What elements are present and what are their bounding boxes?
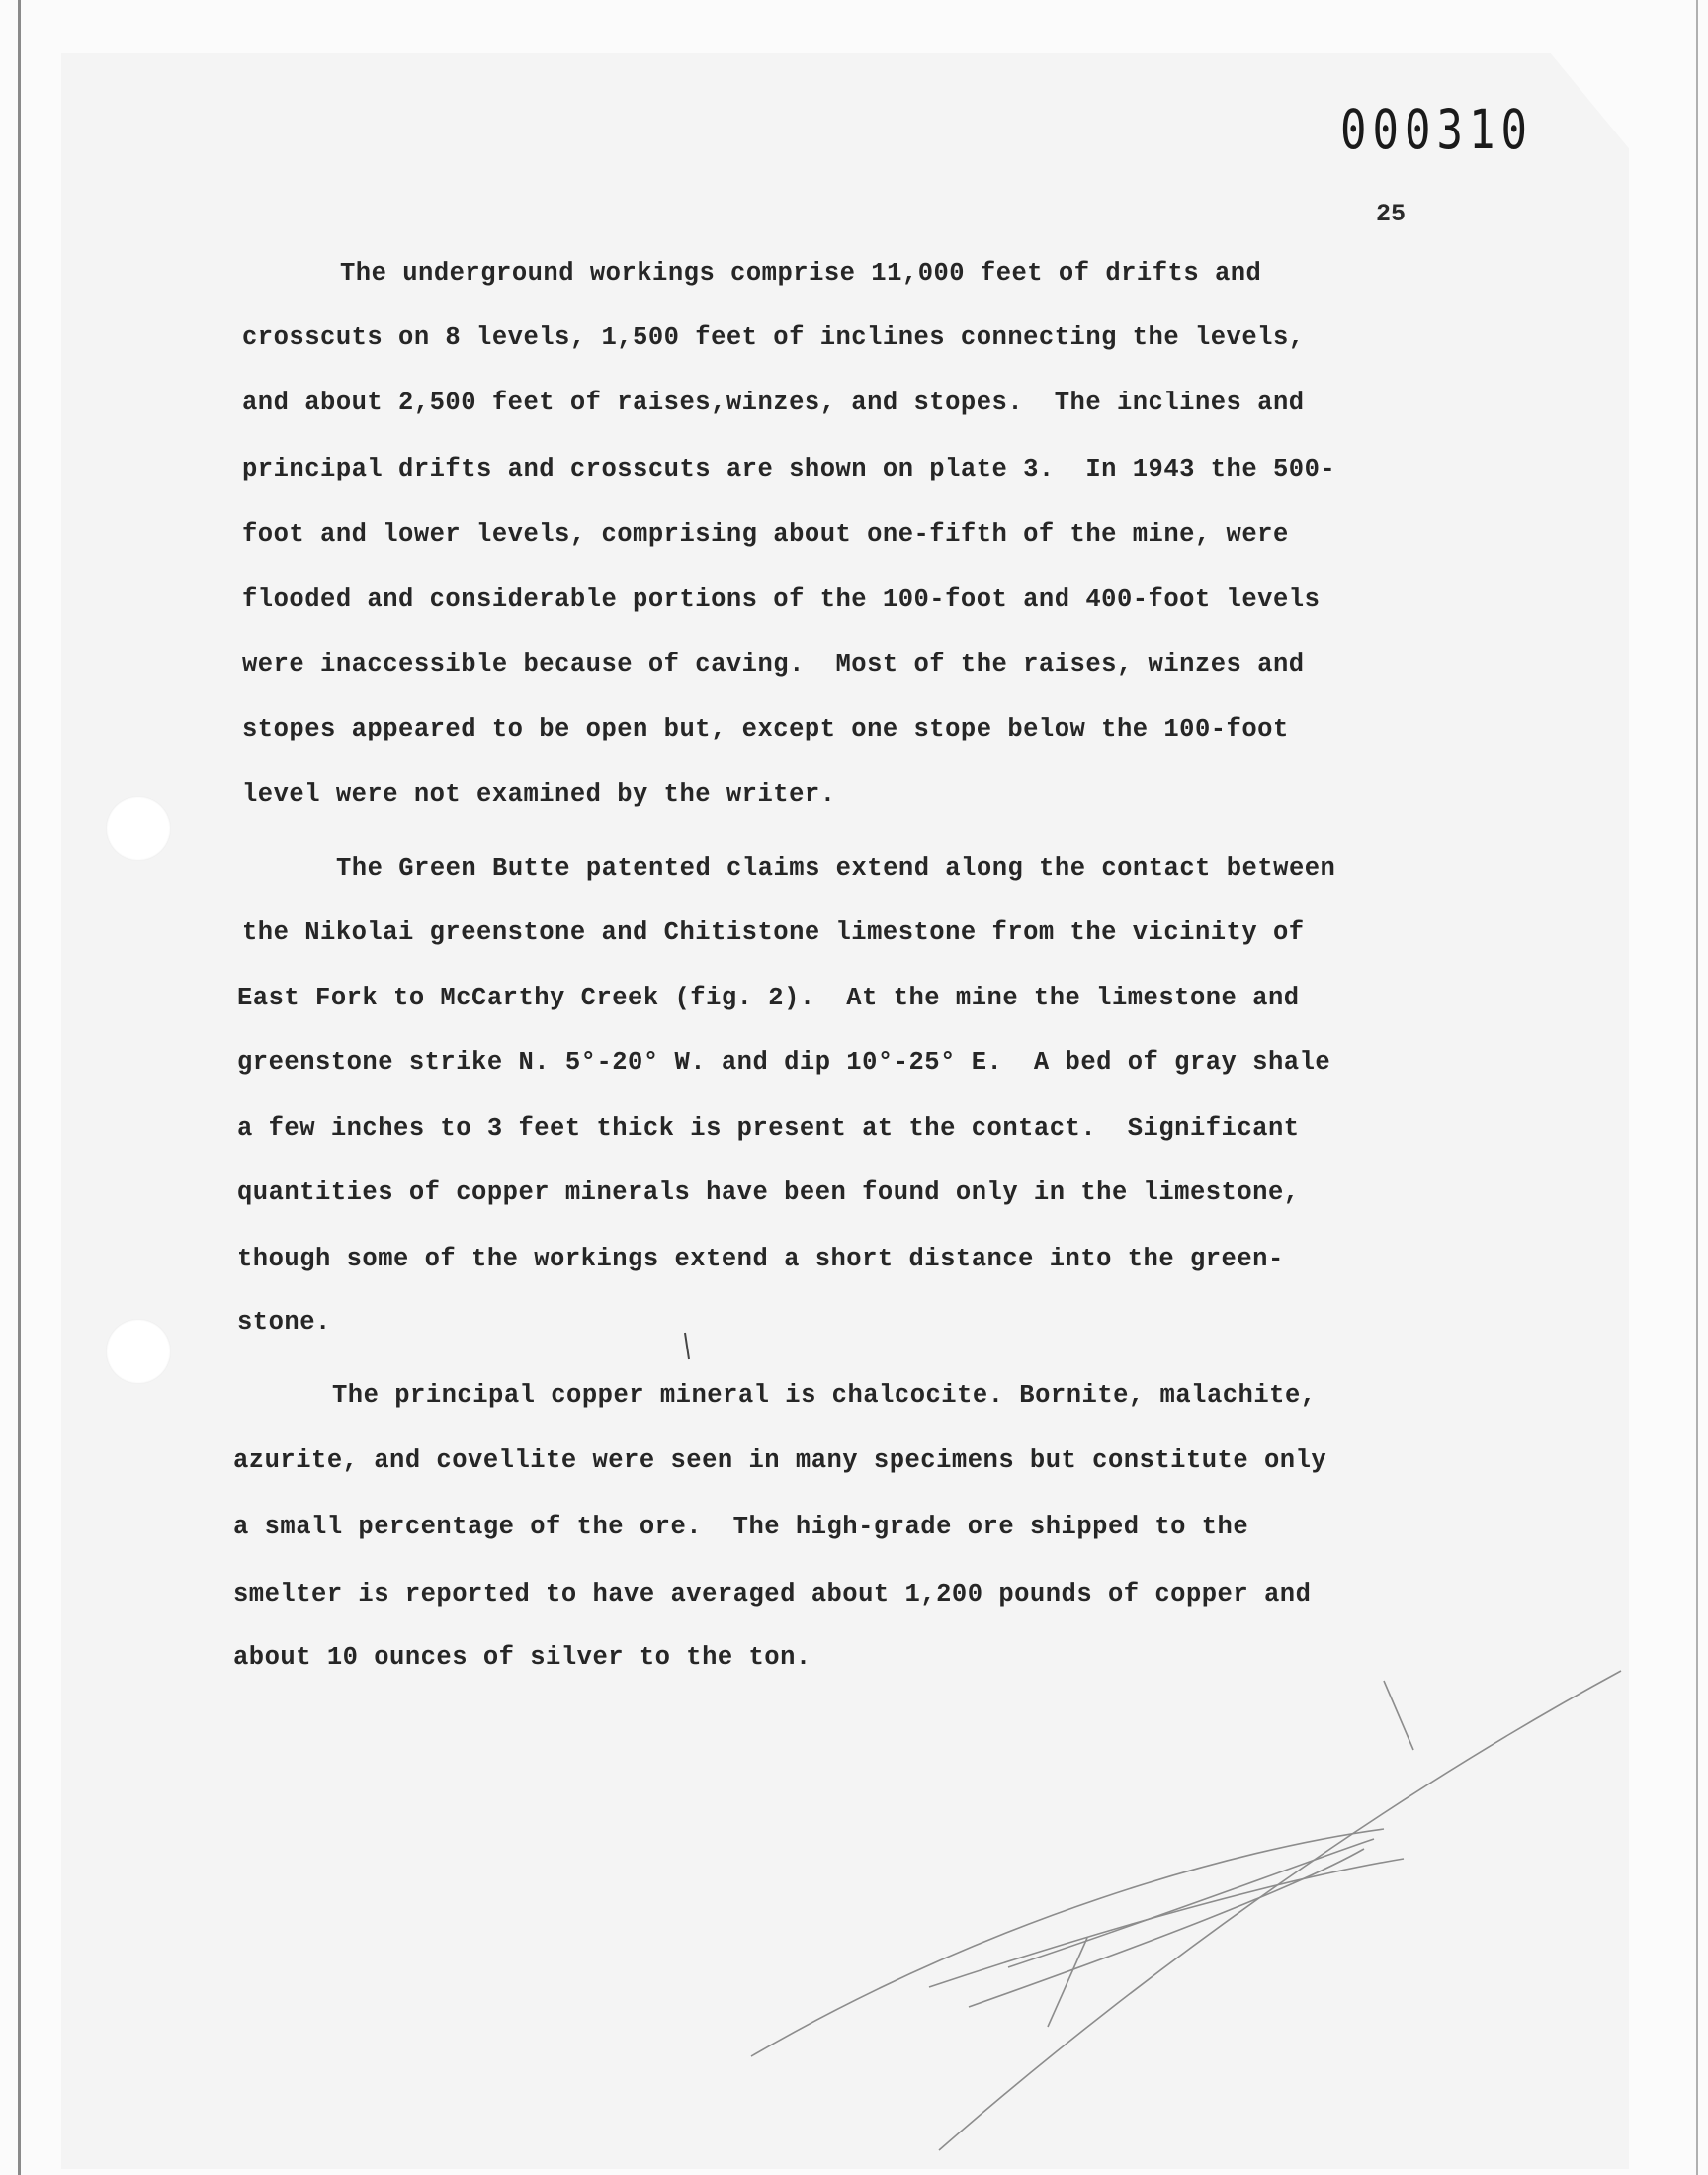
text-line: stone. bbox=[237, 1308, 331, 1337]
text-line: greenstone strike N. 5°-20° W. and dip 10°-25° E. A bed of gray shale bbox=[237, 1048, 1331, 1077]
text-line: level were not examined by the writer. bbox=[242, 780, 836, 809]
document-stamp-number: 000310 bbox=[1340, 99, 1533, 162]
text-line: smelter is reported to have averaged about 1,200 pounds of copper and bbox=[233, 1580, 1312, 1609]
punch-hole-lower bbox=[106, 1319, 171, 1384]
text-line: principal drifts and crosscuts are shown on plate 3. In 1943 the 500- bbox=[242, 455, 1336, 483]
text-line: azurite, and covellite were seen in many specimens but constitute only bbox=[233, 1446, 1327, 1475]
punch-hole-upper bbox=[106, 796, 171, 861]
text-line: stopes appeared to be open but, except one stope below the 100-foot bbox=[242, 715, 1289, 743]
text-line: The principal copper mineral is chalcocite. Bornite, malachite, bbox=[332, 1381, 1317, 1410]
text-line: the Nikolai greenstone and Chitistone limestone from the vicinity of bbox=[242, 918, 1305, 947]
text-line: a small percentage of the ore. The high-grade ore shipped to the bbox=[233, 1513, 1249, 1541]
text-line: flooded and considerable portions of the 100-foot and 400-foot levels bbox=[242, 585, 1321, 614]
text-line: East Fork to McCarthy Creek (fig. 2). At the mine the limestone and bbox=[237, 984, 1300, 1012]
text-line: though some of the workings extend a short distance into the green- bbox=[237, 1245, 1284, 1273]
text-line: a few inches to 3 feet thick is present at the contact. Significant bbox=[237, 1114, 1300, 1143]
text-line: were inaccessible because of caving. Most of the raises, winzes and bbox=[242, 651, 1305, 679]
page-number: 25 bbox=[1376, 200, 1407, 228]
text-line: crosscuts on 8 levels, 1,500 feet of inclines connecting the levels, bbox=[242, 323, 1305, 352]
text-line: about 10 ounces of silver to the ton. bbox=[233, 1643, 811, 1672]
text-line: quantities of copper minerals have been found only in the limestone, bbox=[237, 1178, 1300, 1207]
text-line: and about 2,500 feet of raises,winzes, and stopes. The inclines and bbox=[242, 389, 1305, 417]
document-page bbox=[61, 53, 1629, 2169]
text-line: The Green Butte patented claims extend along the contact between bbox=[336, 854, 1336, 883]
text-line: The underground workings comprise 11,000 feet of drifts and bbox=[340, 259, 1262, 288]
text-line: foot and lower levels, comprising about one-fifth of the mine, were bbox=[242, 520, 1289, 549]
